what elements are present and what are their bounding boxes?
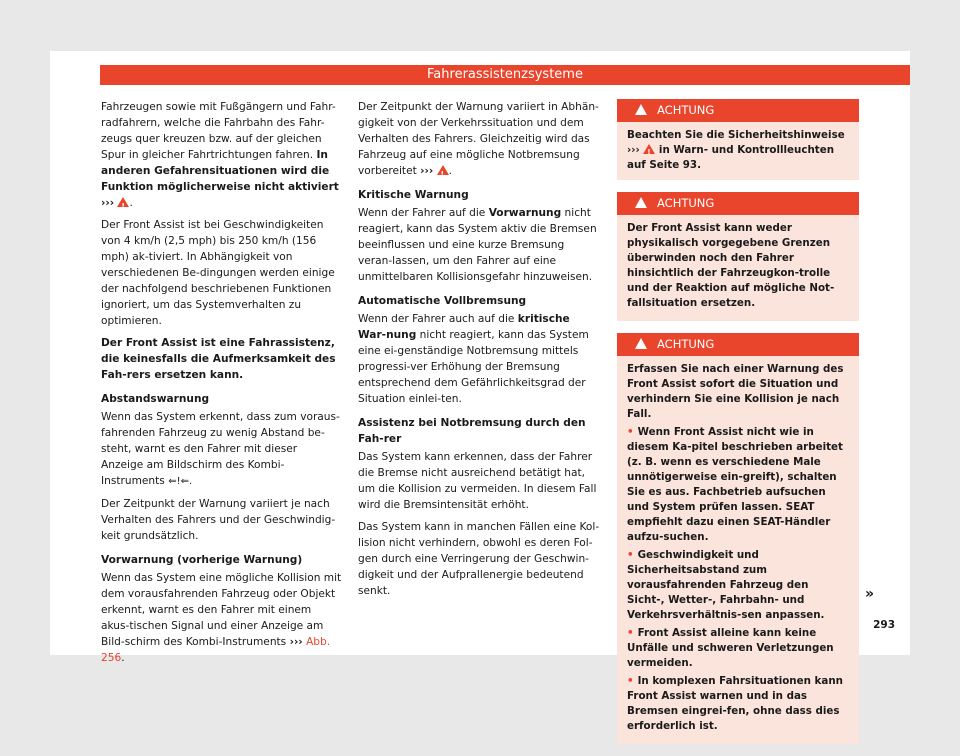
paragraph-text: Der Zeitpunkt der Warnung variiert in Abhän-gigkeit von der Verkehrssituation und dem Verhalten des Fahrers. Gleichzeitig wird das Fahrzeug auf eine mögliche Notbremsung vorbereitet	[358, 101, 599, 177]
paragraph: Der Zeitpunkt der Warnung variiert in Abhän-gigkeit von der Verkehrssituation und dem Verhalten des Fahrers. Gleichzeitig wird das Fahrzeug auf eine mögliche Notbremsung vorbereitet ››› ! .	[358, 99, 601, 179]
paragraph	[358, 311, 601, 407]
warning-text: Erfassen Sie nach einer Warnung des Front Assist sofort die Situation und verhindern Sie eine Kollision je nach Fall.	[627, 363, 844, 420]
warning-text: Der Front Assist kann weder physikalisch vorgegebene Grenzen überwinden noch den Fahrer hinsichtlich der Fahrzeugkon-trolle und der Reaktion auf mögliche Not-fallsituation ersetzen.	[627, 222, 835, 309]
warning-title: ACHTUNG	[657, 103, 715, 117]
paragraph: Der Zeitpunkt der Warnung variiert je nach Verhalten des Fahrers und der Geschwindig-keit grundsätzlich.	[101, 498, 336, 542]
paragraph-bold: Vorwarnung	[488, 207, 562, 219]
bullet-text: Front Assist alleine kann keine Unfälle und schweren Verletzungen vermeiden.	[627, 627, 834, 669]
warning-title: ACHTUNG	[657, 337, 715, 351]
figure-link[interactable]: Abb. 256	[101, 636, 331, 664]
paragraph-text: Wenn der Fahrer auf die	[358, 207, 489, 219]
section-header: Fahrerassistenzsysteme	[100, 65, 910, 85]
warning-box-header	[617, 333, 859, 356]
bullet-text: Wenn Front Assist nicht wie in diesem Ka-pitel beschrieben arbeitet (z. B. wenn es verschiedene Male unnötigerweise ein-greift), schalten Sie es aus. Fachbetrieb aufsuchen und System prüfen lassen. SEAT empfiehlt dazu einen SEAT-Händler aufzu-suchen.	[627, 426, 843, 543]
warning-bullet	[627, 548, 849, 623]
subheading: Vorwarnung (vorherige Warnung)	[101, 554, 303, 566]
bullet-icon: •	[627, 426, 634, 438]
warning-bullet	[627, 425, 849, 545]
paragraph	[101, 409, 342, 490]
warning-triangle-icon	[437, 165, 449, 175]
warning-box-body	[617, 122, 859, 180]
paragraph	[358, 205, 601, 285]
warning-triangle-icon	[635, 104, 647, 115]
manual-page	[50, 51, 910, 732]
warning-box-header	[617, 192, 859, 215]
paragraph-text: nicht reagiert, kann das System aktiv die Bremsen beeinflussen und eine kurze Bremsung veran-lassen, um den Fahrer auf eine unmittelbaren Kollisionsgefahr hinzuweisen.	[358, 207, 597, 283]
subheading: Kritische Warnung	[358, 189, 469, 201]
page-number: 293	[873, 619, 895, 631]
warning-bullet	[627, 626, 849, 671]
bullet-text: In komplexen Fahrsituationen kann Front Assist warnen und in das Bremsen eingrei-fen, ohne dass dies erforderlich ist.	[627, 675, 843, 732]
bullet-icon: •	[627, 549, 634, 561]
warning-box-body	[617, 215, 859, 321]
paragraph	[101, 570, 342, 666]
distance-warning-icon: ⇐!⇐.	[168, 476, 193, 487]
paragraph-text: Wenn das System erkennt, dass zum voraus-fahrenden Fahrzeug zu wenig Abstand be-steht, warnt es den Fahrer mit dieser Anzeige am Bildschirm des Kombi-Instruments	[101, 411, 340, 487]
paragraph: Das System kann in manchen Fällen eine Kol-lision nicht verhindern, obwohl es deren Fol-gen durch eine Verringerung der Geschwin-digkeit und der Aufprallenergie bedeutend senkt.	[358, 521, 600, 597]
text-column-left	[101, 99, 342, 672]
paragraph-bold: In anderen Gefahrensituationen wird die Funktion möglicherweise nicht aktiviert	[101, 149, 339, 193]
subheading: Automatische Vollbremsung	[358, 295, 527, 307]
bullet-icon: •	[627, 627, 634, 639]
bullet-icon: •	[627, 675, 634, 687]
warning-text: Beachten Sie die Sicherheitshinweise	[627, 129, 845, 141]
paragraph-text: .	[121, 652, 125, 664]
warning-text: in Warn- und Kontrollleuchten auf Seite 93.	[627, 144, 835, 171]
bullet-text: Geschwindigkeit und Sicherheitsabstand zum vorausfahrenden Fahrzeug den Sicht-, Wetter-, Fahrbahn- und Verkehrsverhältnis-sen anpassen.	[627, 549, 825, 621]
paragraph: Das System kann erkennen, dass der Fahrer die Bremse nicht ausreichend betätigt hat, um die Kollision zu vermeiden. In diesem Fall wird die Bremsintensität erhöht.	[358, 451, 597, 511]
reference-arrows: ›››	[101, 197, 115, 209]
warning-bullet	[627, 674, 849, 734]
paragraph-text: Wenn der Fahrer auch auf die	[358, 313, 518, 325]
warning-box	[617, 99, 859, 180]
reference-arrows: ›››	[289, 636, 303, 648]
warning-box-header	[617, 99, 859, 122]
warnings-column	[617, 99, 859, 756]
continue-mark: »	[865, 586, 875, 602]
subheading: Assistenz bei Notbremsung durch den Fah-rer	[358, 417, 586, 445]
subheading: Abstandswarnung	[101, 393, 210, 405]
paragraph-text: Fahrzeugen sowie mit Fußgängern und Fahr-radfahrern, welche die Fahrbahn des Fahr-zeugs quer kreuzen bzw. auf der gleichen Spur in gleicher Fahrtrichtungen fahren.	[101, 101, 336, 161]
warning-box	[617, 192, 859, 321]
warning-title: ACHTUNG	[657, 196, 715, 210]
warning-triangle-icon	[117, 197, 129, 207]
warning-box-body	[617, 356, 859, 744]
warning-triangle-icon	[635, 338, 647, 349]
paragraph: Der Front Assist ist bei Geschwindigkeiten von 4 km/h (2,5 mph) bis 250 km/h (156 mph) ak-tiviert. In Abhängigkeit von verschiedenen Be-dingungen werden einige der nachfolgend beschriebenen Funktionen ignoriert, um das Systemverhalten zu optimieren.	[101, 219, 335, 327]
warning-box	[617, 333, 859, 744]
paragraph-bold: Der Front Assist ist eine Fahrassistenz, die keinesfalls die Aufmerksamkeit des Fah-rers ersetzen kann.	[101, 337, 336, 381]
paragraph: Fahrzeugen sowie mit Fußgängern und Fahr-radfahrern, welche die Fahrbahn des Fahr-zeugs quer kreuzen bzw. auf der gleichen Spur in gleicher Fahrtrichtungen fahren. In anderen Gefahrensituationen wird die Funktion möglicherweise nicht aktiviert ››› ! .	[101, 99, 342, 211]
paragraph-text: nicht reagiert, kann das System eine ei-genständige Notbremsung mittels progressi-ver Erhöhung der Bremsung entsprechend dem Gefährlichkeitsgrad der Situation einlei-ten.	[358, 329, 589, 405]
warning-triangle-icon	[643, 144, 655, 154]
reference-arrows: ›››	[627, 144, 640, 156]
paragraph-bold: kritische War-nung	[358, 313, 570, 341]
warning-triangle-icon	[635, 197, 647, 208]
paragraph-text: Wenn das System eine mögliche Kollision mit dem vorausfahrenden Fahrzeug oder Objekt erkennt, warnt es den Fahrer mit einem akus-tischen Signal und einer Anzeige am Bild-schirm des Kombi-Instruments	[101, 572, 342, 648]
text-column-middle	[358, 99, 601, 605]
reference-arrows: ›››	[420, 165, 434, 177]
